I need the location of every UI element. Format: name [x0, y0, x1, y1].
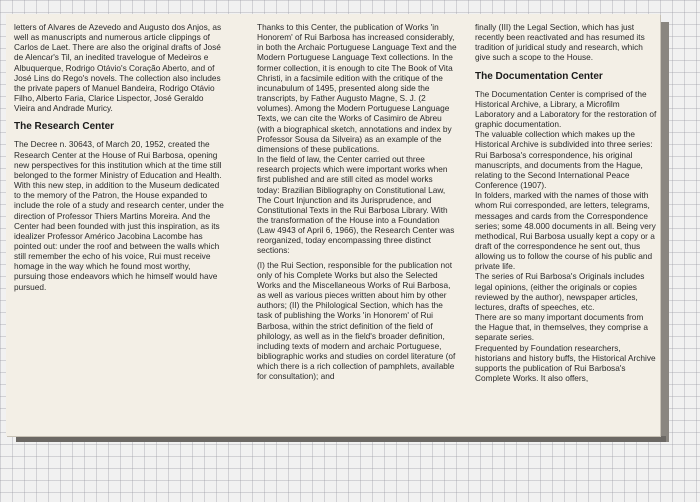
- text-column-1: [14, 22, 224, 292]
- document-page: [6, 14, 660, 436]
- column3-para5: The series of Rui Barbosa's Originals includes legal opinions, (either the originals or copies reviewed by the author), newspaper articles, lectures, drafts of speeches, etc.: [475, 271, 645, 312]
- text-column-2: [257, 22, 457, 381]
- column3-para3: The valuable collection which makes up the Historical Archive is subdivided into three series: Rui Barbosa's correspondence, his original manuscripts, and documents from the Hague, relating to the Second International Peace Conference (1907).: [475, 129, 653, 191]
- research-center-heading: The Research Center: [14, 121, 115, 133]
- column2-para3: (I) the Rui Section, responsible for the publication not only of his Complete Works but also the Selected Works and the Miscellaneous Works of Rui Barbosa, as well as various pieces written about him by other authors; (II) the Philological Section, which has the task of publishing the Works 'in Honorem' of Rui Barbosa, within the strict definition of the field of philology, as well as in the field's broader definition, including texts of modern and archaic Portuguese, bibliographic works and studies on cordel literature (of which there is a rich collection of pamphlets, available for consultation); and: [257, 259, 456, 382]
- column3-para1: finally (III) the Legal Section, which has just recently been reactivated and has resumed its tradition of juridical study and research, which give such a scope to the House.: [475, 22, 645, 63]
- column2-para1: Thanks to this Center, the publication of Works 'in Honorem' of Rui Barbosa has increased considerably, in both the Archaic Portuguese Language Text and the Modern Portuguese Language Text collections. In the former collection, it is enough to cite The Book of Vita Christi, in a facsimile edition with the critique of the incunabulum of 1495, presented along side the transcripts, by Father Augusto Magne, S. J. (2 volumes). Among the Modern Portuguese Language Texts, we can cite the Works of Casimiro de Abreu (with a biographical sketch, annotations and index by Professor Sousa da Silveira) as an example of the dimensions of these publications.: [257, 22, 457, 154]
- column3-para7: Frequented by Foundation researchers, historians and history buffs, the Historical Archive supports the publication of Rui Barbosa's Complete Works. It also offers,: [475, 342, 656, 383]
- documentation-center-heading: The Documentation Center: [475, 70, 603, 82]
- page-shadow-bottom: [16, 436, 666, 442]
- column3-para4: In folders, marked with the names of those with whom Rui corresponded, are letters, telegrams, messages and cards from the Correspondence series; some 48.000 documents in all. Being very methodical, Rui Barbosa usually kept a copy or a draft of the correspondence he sent out, thus allowing us to follow the course of his public and private life.: [475, 190, 656, 272]
- column1-para2: With this new step, in addition to the Museum dedicated to the memory of the Patron, the House expanded to include the role of a study and research center, under the direction of Professor Thiers Martins Moreira. And the Center had been founded with just this inspiration, as its idealizer Professor Américo Jacobina Lacombe has pointed out: under the roof and between the walls which still remember the echo of his voice, Rui must receive homage in the way which he found most worthy, pursuing those endeavors which he himself would have pursued.: [14, 180, 224, 292]
- text-column-3: [475, 22, 657, 383]
- column3-para2: The Documentation Center is comprised of the Historical Archive, a Library, a Microfilm Laboratory and a Laboratory for the restoration of graphic documentation.: [475, 88, 657, 130]
- column1-intro: letters of Alvares de Azevedo and Augusto dos Anjos, as well as manuscripts and numerous article clippings of Carlos de Laet. There are also the original drafts of José de Alencar's Til, an inedited travelogue of Medeiros e Albuquerque, Rodrigo Otávio's Coração Aberto, and of José Lins do Rego's novels. The collection also includes the private papers of Manuel Bandeira, Rodrigo Otávio Filho, Alberto Faria, Clarice Lispector, José Geraldo Vieira and Andrade Muricy.: [14, 22, 222, 114]
- column2-para2: In the field of law, the Center carried out three research projects which were important works when first published and are still cited as model works today: Brazilian Bibliography on Constitutional Law, The Court Injunction and its Jurisprudence, and Constitutional Texts in the Rui Barbosa Library. With the transformation of the House into a Foundation (Law 4943 of April 6, 1966), the Research Center was reorganized, today encompassing three distinct sections:: [257, 154, 455, 256]
- column1-para1: The Decree n. 30643, of March 20, 1952, created the Research Center at the House of Rui Barbosa, opening new perspectives for this institution which at the time still belonged to the former Ministry of Education and Health.: [14, 139, 222, 180]
- column3-para6: There are so many important documents from the Hague that, in themselves, they comprise a separate series.: [475, 312, 648, 343]
